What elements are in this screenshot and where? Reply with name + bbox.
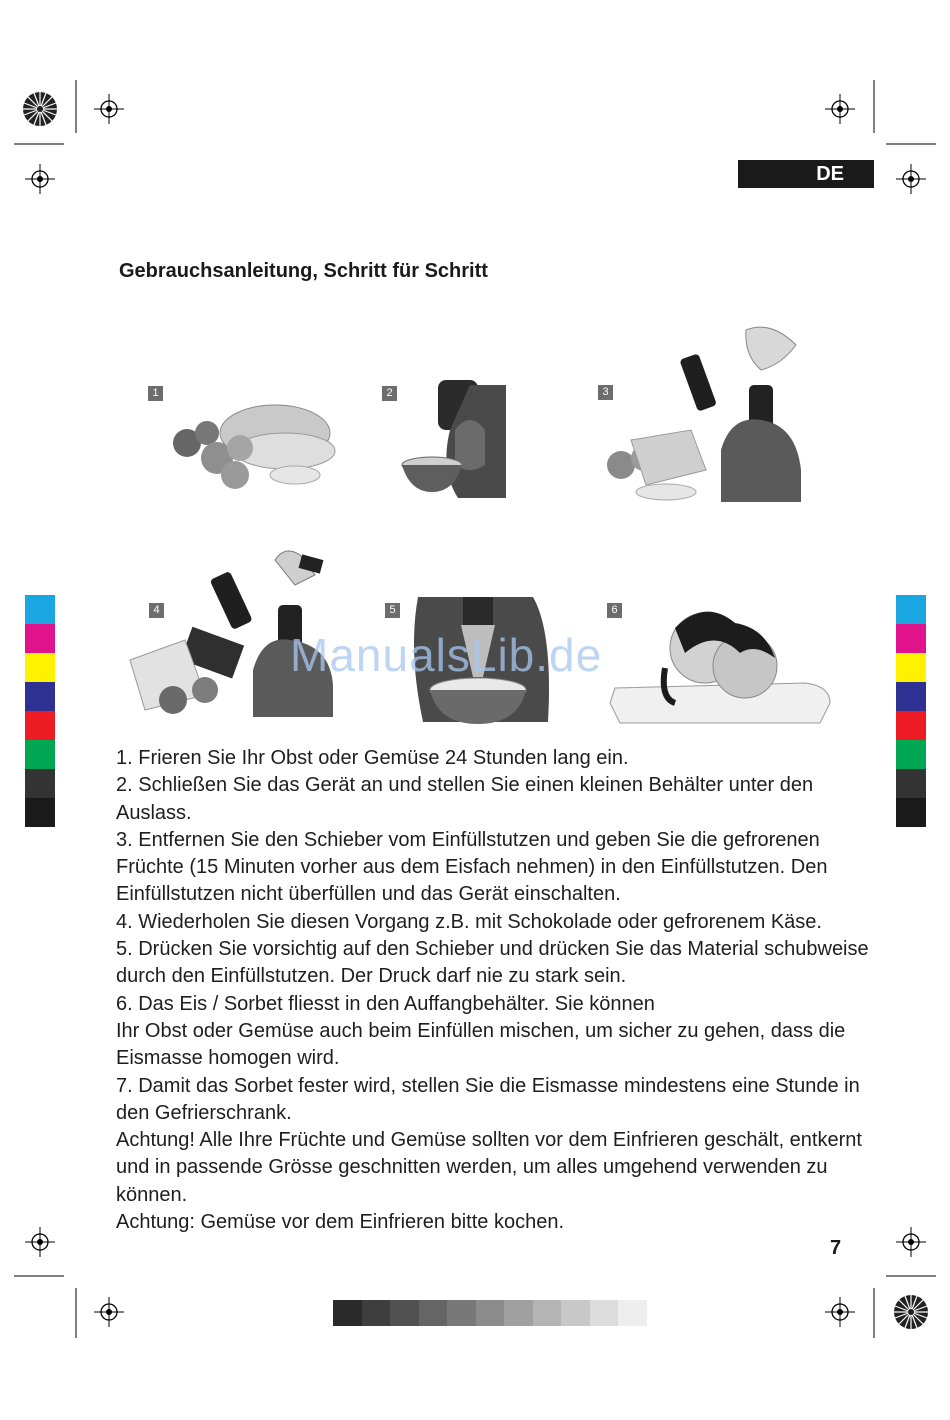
color-swatch <box>25 769 55 798</box>
gray-swatch <box>504 1300 533 1326</box>
figure-6 <box>605 598 835 728</box>
gray-swatch <box>590 1300 619 1326</box>
color-swatch <box>896 798 926 827</box>
gray-swatch <box>561 1300 590 1326</box>
figure-2 <box>380 370 510 500</box>
color-swatch <box>896 769 926 798</box>
color-swatch <box>25 682 55 711</box>
color-bar-right <box>896 595 926 827</box>
instruction-2: 2. Schließen Sie das Gerät an und stellen Sie einen kleinen Behälter unter den Auslass. <box>116 774 814 824</box>
fill-chute-illustration <box>596 320 806 505</box>
warning-2: Achtung: Gemüse vor dem Einfrieren bitte kochen. <box>116 1211 565 1234</box>
color-swatch <box>896 653 926 682</box>
instruction-7: 7. Damit das Sorbet fester wird, stellen Sie die Eismasse mindestens eine Stunde in den Gefrierschrank. <box>116 1074 860 1124</box>
color-swatch <box>896 595 926 624</box>
grayscale-bar <box>333 1300 647 1326</box>
gray-swatch <box>419 1300 448 1326</box>
instruction-1: 1. Frieren Sie Ihr Obst oder Gemüse 24 Stunden lang ein. <box>116 747 629 769</box>
color-swatch <box>896 711 926 740</box>
color-swatch <box>25 740 55 769</box>
fruit-illustration <box>145 383 345 493</box>
color-swatch <box>25 798 55 827</box>
color-swatch <box>25 624 55 653</box>
served-sorbet-illustration <box>605 598 835 728</box>
gray-swatch <box>618 1300 647 1326</box>
watermark: ManualsLib.de <box>290 629 603 681</box>
gray-swatch <box>333 1300 362 1326</box>
color-swatch <box>896 740 926 769</box>
figure-number: 1 <box>148 386 163 401</box>
gray-swatch <box>390 1300 419 1326</box>
instruction-3: 3. Entfernen Sie den Schieber vom Einfüllstutzen und geben Sie die gefrorenen Früchte (15 Minuten vorher aus dem Eisfach nehmen) in den Einfüllstutzen. Den Einfüllstutzen nicht überfüllen und das Gerät einschalten. <box>116 828 828 906</box>
color-swatch <box>896 682 926 711</box>
color-swatch <box>896 624 926 653</box>
instruction-6: 6. Das Eis / Sorbet fliesst in den Auffangbehälter. Sie können <box>116 992 655 1015</box>
figure-3 <box>596 320 806 505</box>
instruction-5: 5. Drücken Sie vorsichtig auf den Schieber und drücken Sie das Material schubweise durch den Einfüllstutzen. Der Druck darf nie zu stark sein. <box>116 938 869 988</box>
appliance-illustration <box>380 370 510 500</box>
figure-number: 3 <box>598 385 613 400</box>
instruction-4: 4. Wiederholen Sie diesen Vorgang z.B. mit Schokolade oder gefrorenem Käse. <box>116 910 822 933</box>
section-title: Gebrauchsanleitung, Schritt für Schritt <box>119 260 488 282</box>
color-swatch <box>25 653 55 682</box>
gray-swatch <box>447 1300 476 1326</box>
figure-number: 2 <box>382 386 397 401</box>
instruction-6-continued: Ihr Obst oder Gemüse auch beim Einfüllen mischen, um sicher zu gehen, dass die Eismasse homogen wird. <box>116 1019 846 1070</box>
figure-number: 4 <box>149 603 164 618</box>
color-bar-left <box>25 595 55 827</box>
gray-swatch <box>476 1300 505 1326</box>
figure-number: 5 <box>385 603 400 618</box>
figure-number: 6 <box>607 603 622 618</box>
gray-swatch <box>533 1300 562 1326</box>
instructions <box>116 745 876 1236</box>
gray-swatch <box>362 1300 391 1326</box>
color-swatch <box>25 595 55 624</box>
color-swatch <box>25 711 55 740</box>
page-number: 7 <box>830 1237 842 1259</box>
language-tab: DE <box>738 160 874 188</box>
warning-1: Achtung! Alle Ihre Früchte und Gemüse sollten vor dem Einfrieren geschält, entkernt und in passende Grösse geschnitten werden, um alles umgehend verwenden zu können. <box>116 1129 862 1206</box>
figure-1 <box>145 383 345 493</box>
